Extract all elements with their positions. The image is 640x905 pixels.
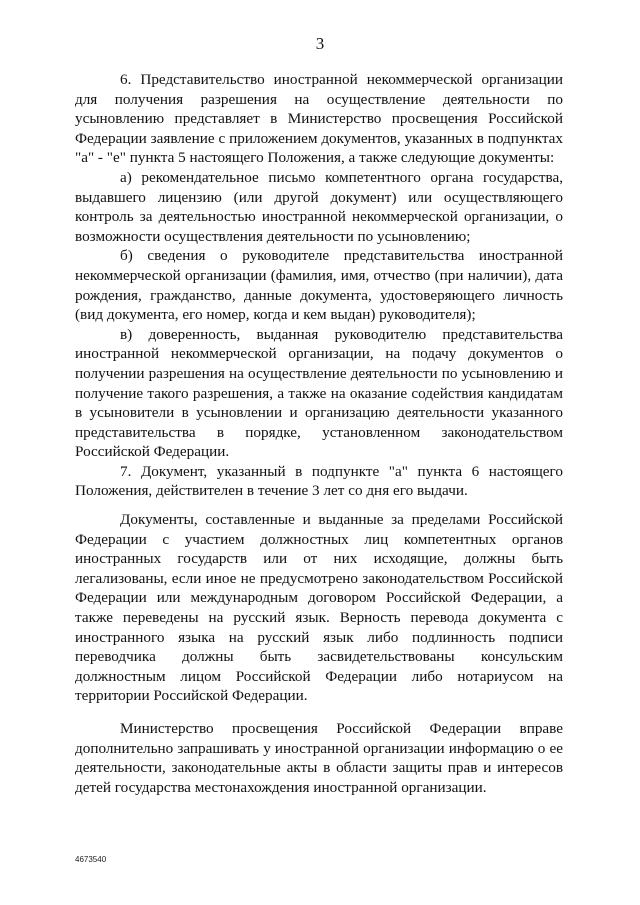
page-number: 3 <box>315 34 325 53</box>
paragraph-6: 6. Представительство иностранной некоммерческой организации для получения разрешения на осуществление деятельности по усыновлению представляет в Министерство просвещения Российской Федерации заявление с приложением документов, указанных в подпунктах "а" - "е" пункта 5 настоящего Положения, а также следующие документы: <box>75 71 563 167</box>
paragraph-ministry-request: Министерство просвещения Российской Федерации вправе дополнительно запрашивать у иностранной организации информацию о ее деятельности, законодательные акты в области защиты прав и интересов детей государства местонахождения иностранной организации. <box>75 720 563 796</box>
document-id: 4673540 <box>75 855 107 864</box>
paragraph-7: 7. Документ, указанный в подпункте "а" пункта 6 настоящего Положения, действителен в течение 3 лет со дня его выдачи. <box>75 462 563 500</box>
subparagraph-a: а) рекомендательное письмо компетентного органа государства, выдавшего лицензию (или другой документ) или осуществляющего контроль за деятельностью иностранной некоммерческой организации, о возможности осуществления деятельности по усыновлению; <box>75 168 563 245</box>
subparagraph-b: б) сведения о руководителе представительства иностранной некоммерческой организации (фамилия, имя, отчество (при наличии), дата рождения, гражданство, данные документа, удостоверяющего личность (вид документа, его номер, когда и кем выдан) руководителя); <box>75 247 563 324</box>
document-body <box>75 70 563 797</box>
paragraph-legalization: Документы, составленные и выданные за пределами Российской Федерации с участием должностных лиц компетентных органов иностранных государств или от них исходящие, должны быть легализованы, если иное не предусмотрено законодательством Российской Федерации или международным договором Российской Федерации, а также переведены на русский язык. Верность перевода документа с иностранного языка на русский язык либо подлинность подписи переводчика должны быть засвидетельствованы консульским должностным лицом Российской Федерации либо нотариусом на территории Российской Федерации. <box>75 511 563 705</box>
subparagraph-v: в) доверенность, выданная руководителю представительства иностранной некоммерческой организации, на подачу документов о получении разрешения на осуществление деятельности по усыновлению и получение такого разрешения, а также на оказание содействия кандидатам в усыновители в усыновлении и организацию деятельности указанного представительства в порядке, установленном законодательством Российской Федерации. <box>75 325 563 461</box>
